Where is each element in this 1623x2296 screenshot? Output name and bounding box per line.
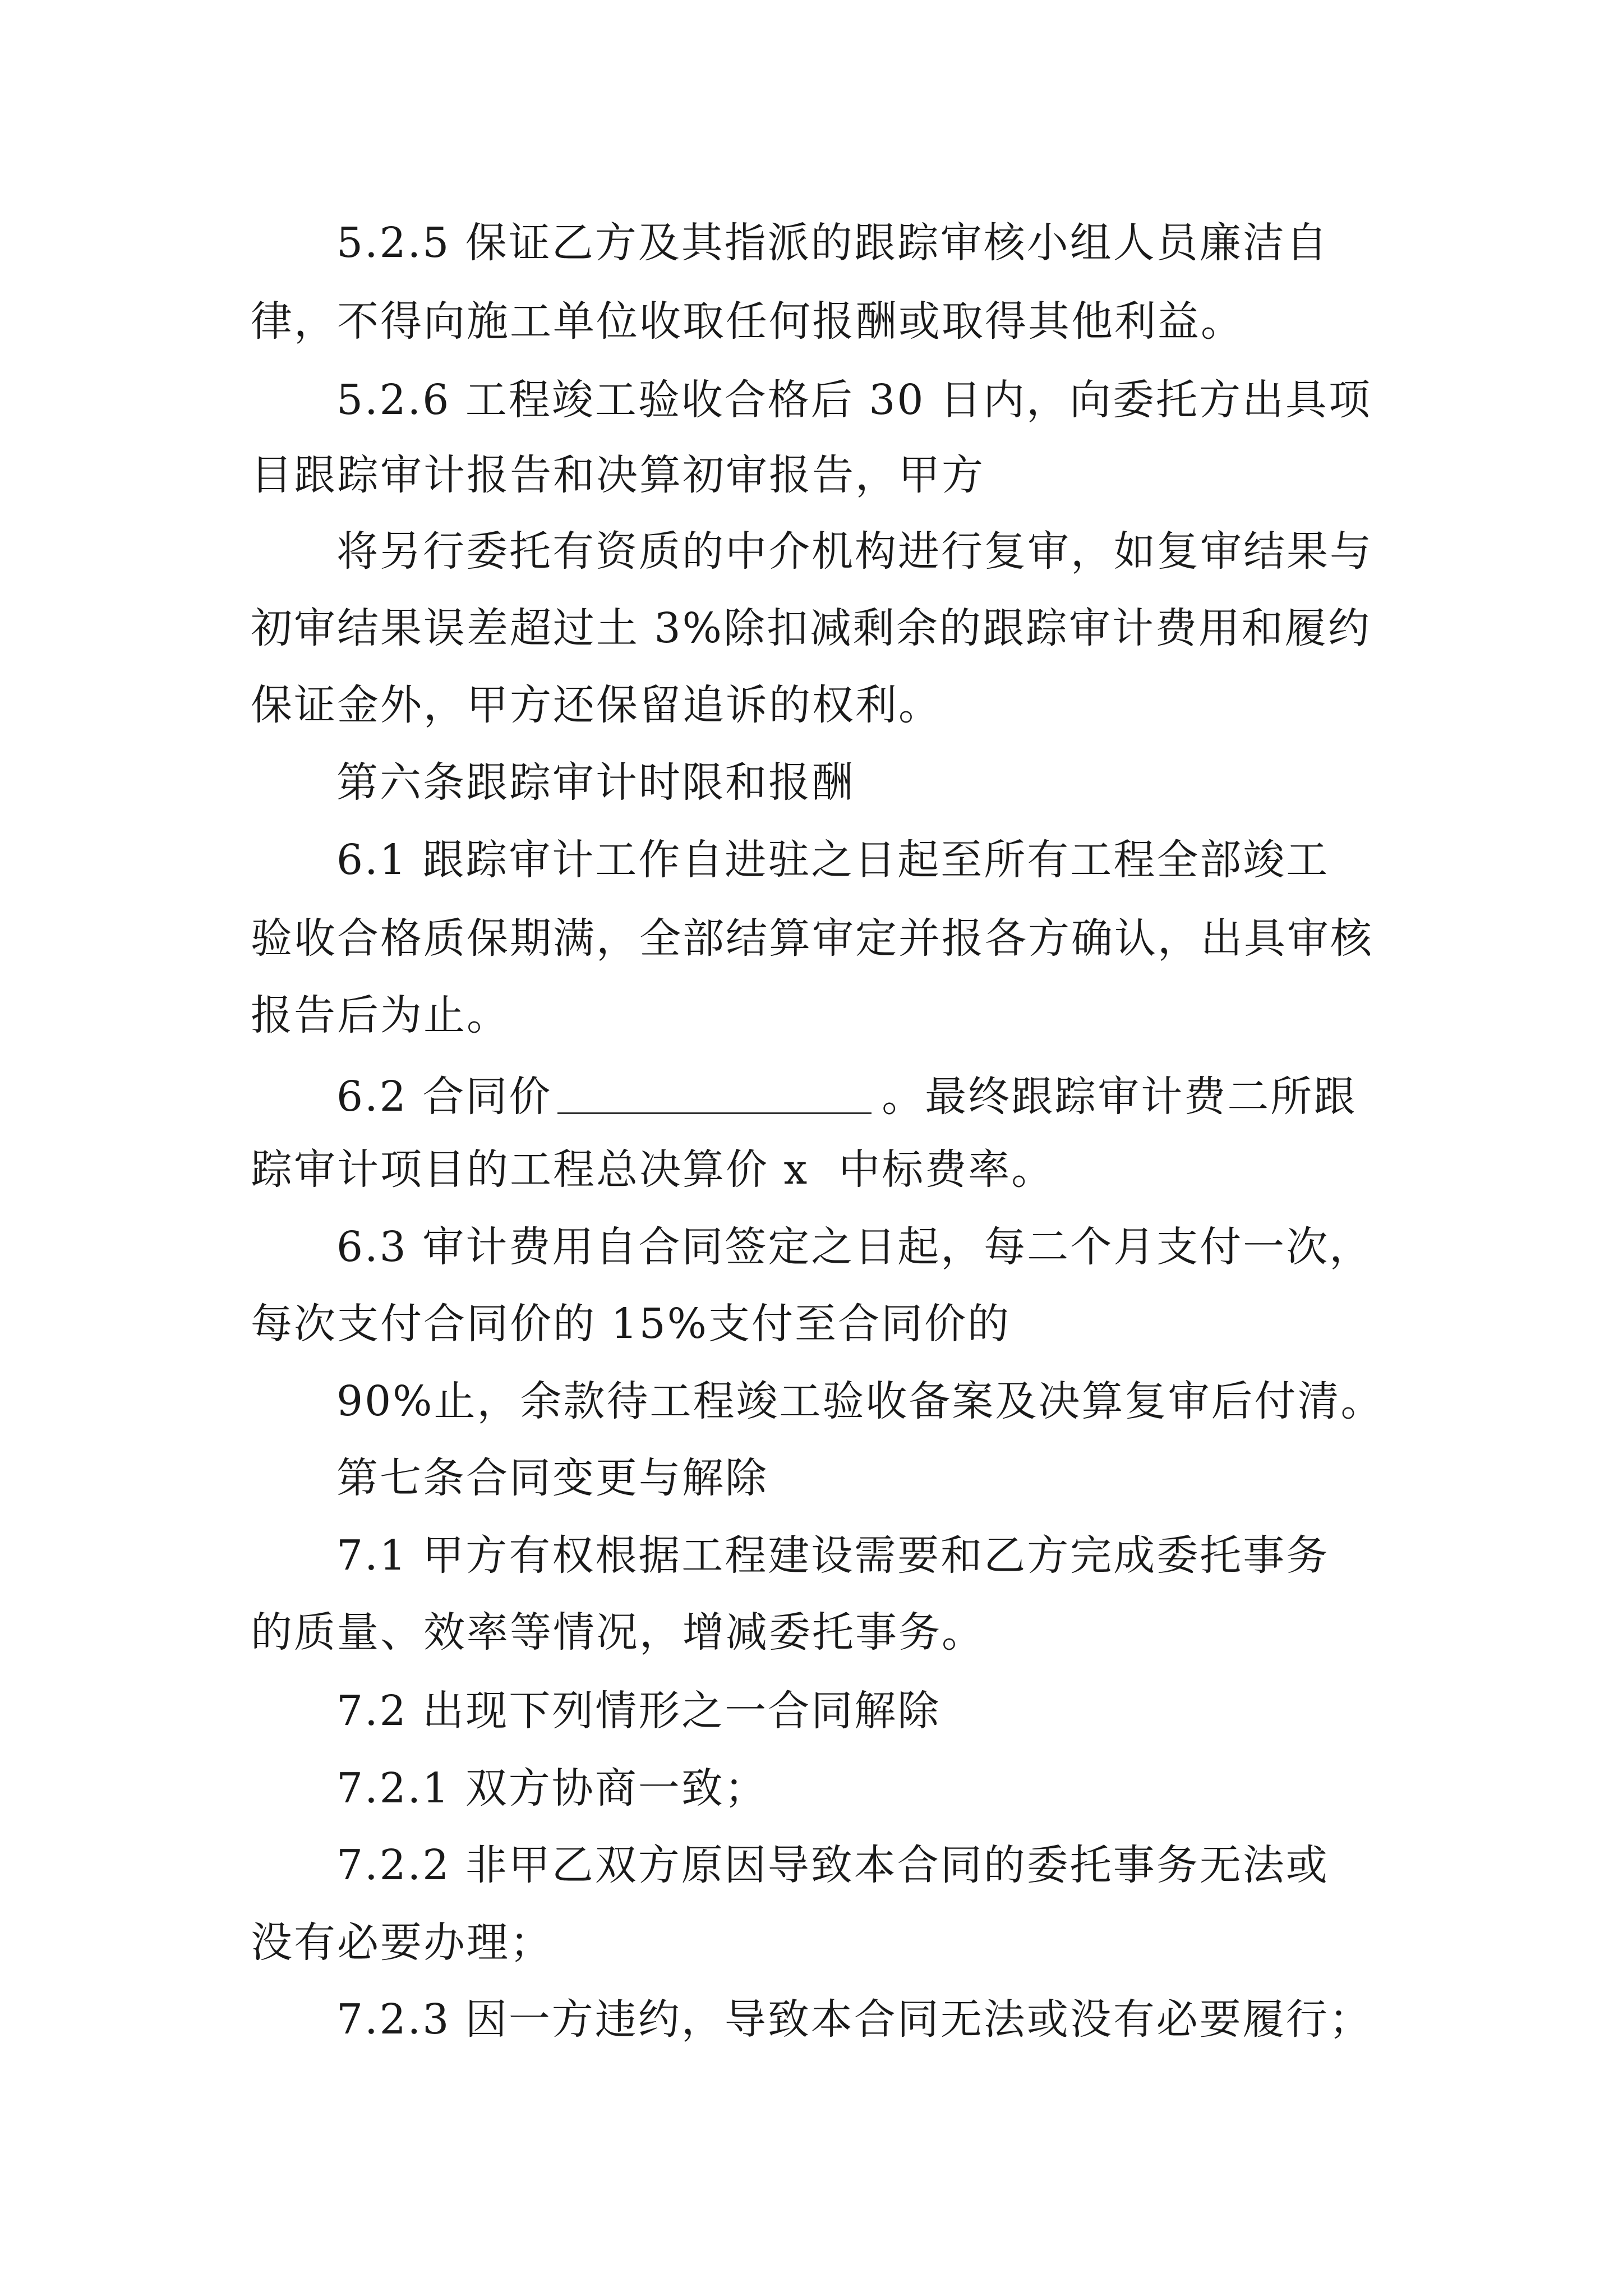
text-line: 报告后为止。 (251, 991, 510, 1039)
text-line: 律，不得向施工单位收取任何报酬或取得其他利益。 (251, 297, 1244, 346)
fill-in-blank (557, 1068, 872, 1114)
text-line: 初审结果误差超过土 3%除扣减剩余的跟踪审计费用和履约 (251, 604, 1371, 652)
text-line: 7.2.1 双方协商一致； (336, 1764, 768, 1812)
text-line: 5.2.5 保证乙方及其指派的跟踪审核小组人员廉洁自 (336, 219, 1329, 267)
text-line: 90%止，余款待工程竣工验收备案及决算复审后付清。 (336, 1377, 1384, 1425)
text-line: 验收合格质保期满，全部结算审定并报各方确认，出具审核 (251, 914, 1373, 963)
text-line: 7.2.3 因一方违约，导致本合同无法或没有必要履行； (336, 1995, 1372, 2044)
text-line: 踪审计项目的工程总决算价 x 中标费率。 (251, 1145, 1055, 1194)
section-heading: 第七条合同变更与解除 (336, 1454, 768, 1502)
text-segment: 6.2 合同价 (336, 1073, 552, 1121)
text-line: 没有必要办理； (251, 1918, 553, 1967)
contract-price-line (336, 1068, 1357, 1122)
text-line: 7.1 甲方有权根据工程建设需要和乙方完成委托事务 (336, 1531, 1330, 1580)
text-line: 每次支付合同价的 15%支付至合同价的 (251, 1300, 1011, 1348)
text-line: 6.3 审计费用自合同签定之日起，每二个月支付一次， (336, 1223, 1373, 1271)
text-line: 5.2.6 工程竣工验收合格后 30 日内，向委托方出具项 (336, 376, 1372, 424)
text-line: 将另行委托有资质的中介机构进行复审，如复审结果与 (336, 527, 1373, 576)
text-line: 的质量、效率等情况，增减委托事务。 (251, 1608, 985, 1657)
text-line: 7.2 出现下列情形之一合同解除 (336, 1687, 941, 1735)
section-heading: 第六条跟踪审计时限和报酬 (336, 758, 855, 807)
text-line: 目跟踪审计报告和决算初审报告，甲方 (251, 451, 985, 499)
text-line: 保证金外，甲方还保留追诉的权利。 (251, 681, 942, 729)
text-segment: 。最终跟踪审计费二所跟 (882, 1073, 1357, 1121)
text-line: 7.2.2 非甲乙双方原因导致本合同的委托事务无法或 (336, 1841, 1329, 1889)
text-line: 6.1 跟踪审计工作自进驻之日起至所有工程全部竣工 (336, 836, 1330, 884)
